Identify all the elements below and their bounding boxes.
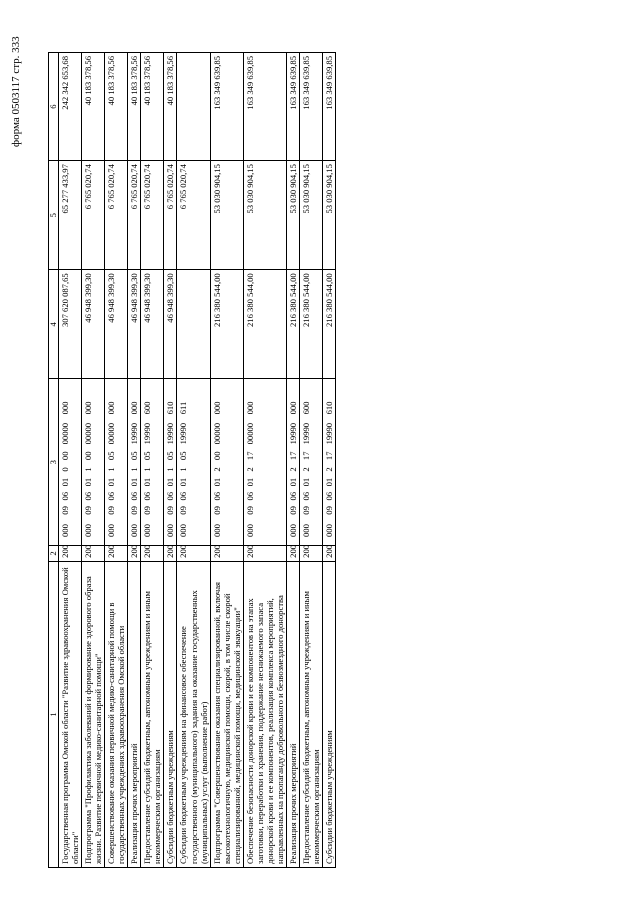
row-approved-amount [177, 270, 210, 379]
code-part: 000 [60, 524, 70, 538]
row-budget-code [164, 379, 177, 546]
row-unexecuted-amount: 40 183 378,56 [105, 53, 128, 161]
row-name: Субсидии бюджетным учреждениям [323, 561, 336, 867]
row-name: Государственная программа Омской области "Развитие здравоохранения Омской области" [59, 561, 82, 867]
row-budget-code [299, 379, 322, 546]
row-approved-amount: 216 380 544,00 [323, 270, 336, 379]
row-line-code: 200 [243, 546, 286, 562]
row-name: Совершенствование оказания первичной медико-санитарной помощи в государственных учреждениях здравоохранения Омской области [105, 561, 128, 867]
row-budget-code [128, 379, 141, 546]
code-part: 05 [129, 451, 140, 461]
row-unexecuted-amount: 40 183 378,56 [164, 53, 177, 161]
row-approved-amount: 46 948 399,30 [164, 270, 177, 379]
table-row [177, 53, 210, 868]
code-part: 19990 [324, 422, 335, 445]
header-col-3: 3 [49, 379, 59, 546]
row-name: Субсидии бюджетным учреждениям на финансовое обеспечение государственного (муниципального) задания на оказание государственных (муниципальных) услуг (выполнение работ) [177, 561, 210, 867]
code-part: 000 [211, 401, 222, 415]
code-part: 09 [300, 506, 311, 515]
row-budget-code [323, 379, 336, 546]
row-unexecuted-amount: 163 349 639,85 [243, 53, 286, 161]
budget-table [48, 52, 336, 868]
table-row [164, 53, 177, 868]
code-part: 01 [244, 477, 255, 487]
code-part: 01 [129, 477, 140, 487]
code-part: 000 [324, 524, 335, 538]
code-part: 01 [211, 477, 222, 487]
row-name: Подпрограмма "Совершенствование оказания специализированной, включая высокотехнологичную, медицинской помощи, скорой, в том числе скорой специализированной, медицинской помощи, медицинской эвакуации" [210, 561, 243, 867]
row-name: Предоставление субсидий бюджетным, автономным учреждениям и иным некоммерческим организациям [141, 561, 164, 867]
row-executed-amount: 53 030 904,15 [243, 161, 286, 270]
code-part: 19990 [300, 422, 311, 445]
code-part: 09 [178, 506, 189, 515]
code-part: 00 [83, 451, 94, 461]
table-row [59, 53, 82, 868]
code-part: 06 [165, 491, 176, 501]
code-part: 05 [142, 451, 153, 461]
row-unexecuted-amount: 163 349 639,85 [299, 53, 322, 161]
row-line-code: 200 [210, 546, 243, 562]
code-part: 19990 [178, 422, 189, 445]
table-row [210, 53, 243, 868]
code-part: 01 [142, 477, 153, 487]
code-part: 19990 [165, 422, 176, 445]
row-line-code: 200 [299, 546, 322, 562]
code-part: 17 [324, 451, 335, 461]
code-part: 09 [324, 506, 335, 515]
code-part: 00000 [83, 422, 94, 445]
row-name: Субсидии бюджетным учреждениям [164, 561, 177, 867]
row-budget-code [210, 379, 243, 546]
table-body [59, 53, 336, 868]
code-part: 17 [300, 451, 311, 461]
code-part: 000 [244, 401, 255, 415]
code-part: 06 [83, 491, 94, 501]
code-part: 05 [178, 451, 189, 461]
row-approved-amount: 307 620 087,65 [59, 270, 82, 379]
code-part: 1 [142, 467, 153, 472]
code-part: 000 [106, 401, 117, 415]
header-col-5: 5 [49, 161, 59, 270]
row-executed-amount: 6 765 020,74 [82, 161, 105, 270]
code-part: 000 [83, 401, 94, 415]
code-part: 1 [178, 467, 189, 472]
row-line-code: 200 [128, 546, 141, 562]
code-part: 06 [106, 491, 117, 501]
row-budget-code [243, 379, 286, 546]
row-executed-amount: 6 765 020,74 [128, 161, 141, 270]
row-unexecuted-amount: 40 183 378,56 [82, 53, 105, 161]
code-part: 06 [60, 491, 70, 501]
code-part: 000 [129, 401, 140, 415]
code-part: 09 [165, 506, 176, 515]
code-part: 06 [287, 491, 298, 501]
row-line-code: 200 [82, 546, 105, 562]
code-part: 06 [324, 491, 335, 501]
code-part: 09 [211, 506, 222, 515]
code-part: 17 [244, 451, 255, 461]
code-part: 610 [324, 401, 335, 415]
code-part: 01 [106, 477, 117, 487]
code-part: 000 [287, 524, 298, 538]
code-part: 600 [300, 401, 311, 415]
code-part: 000 [211, 524, 222, 538]
table-row [105, 53, 128, 868]
code-part: 600 [142, 401, 153, 415]
table-header [49, 53, 59, 868]
code-part: 2 [324, 467, 335, 472]
row-name: Обеспечение безопасности донорской крови и ее компонентов на этапах заготовки, переработки и хранения, поддержание неснижаемого запаса донорской крови и ее компонентов, реализация комплекса мероприятий, направленных на пропаганду добровольного и безвозмездного донорства [243, 561, 286, 867]
row-budget-code [82, 379, 105, 546]
row-budget-code [105, 379, 128, 546]
row-name: Реализация прочих мероприятий [286, 561, 299, 867]
row-line-code: 200 [164, 546, 177, 562]
table-row [141, 53, 164, 868]
form-label: форма 0503117 стр. 333 [10, 36, 22, 147]
code-part: 00000 [211, 422, 222, 445]
code-part: 2 [300, 467, 311, 472]
code-part: 09 [83, 506, 94, 515]
code-part: 00000 [244, 422, 255, 445]
row-executed-amount: 6 765 020,74 [177, 161, 210, 270]
code-part: 05 [106, 451, 117, 461]
header-row [49, 53, 59, 868]
table-row [323, 53, 336, 868]
code-part: 17 [287, 451, 298, 461]
code-part: 09 [106, 506, 117, 515]
code-part: 000 [60, 401, 70, 415]
code-part: 09 [287, 506, 298, 515]
row-budget-code [59, 379, 82, 546]
header-col-1: 1 [49, 561, 59, 867]
header-col-2: 2 [49, 546, 59, 562]
row-executed-amount: 53 030 904,15 [210, 161, 243, 270]
row-name: Предоставление субсидий бюджетным, автономным учреждениям и иным некоммерческим организациям [299, 561, 322, 867]
row-approved-amount: 46 948 399,30 [82, 270, 105, 379]
row-unexecuted-amount: 40 183 378,56 [141, 53, 164, 161]
code-part: 06 [178, 491, 189, 501]
code-part: 1 [106, 467, 117, 472]
code-part: 00 [60, 451, 70, 461]
code-part: 000 [83, 524, 94, 538]
code-part: 09 [142, 506, 153, 515]
code-part: 06 [300, 491, 311, 501]
row-line-code: 200 [59, 546, 82, 562]
code-part: 610 [165, 401, 176, 415]
code-part: 000 [300, 524, 311, 538]
row-budget-code [286, 379, 299, 546]
code-part: 19990 [129, 422, 140, 445]
code-part: 01 [324, 477, 335, 487]
code-part: 00000 [106, 422, 117, 445]
row-executed-amount: 65 277 433,97 [59, 161, 82, 270]
header-col-4: 4 [49, 270, 59, 379]
code-part: 000 [106, 524, 117, 538]
row-executed-amount: 6 765 020,74 [164, 161, 177, 270]
row-unexecuted-amount: 163 349 639,85 [286, 53, 299, 161]
code-part: 000 [178, 524, 189, 538]
code-part: 09 [60, 506, 70, 515]
code-part: 01 [287, 477, 298, 487]
code-part: 1 [129, 467, 140, 472]
code-part: 06 [142, 491, 153, 501]
row-line-code: 200 [323, 546, 336, 562]
row-approved-amount: 216 380 544,00 [286, 270, 299, 379]
row-unexecuted-amount: 163 349 639,85 [323, 53, 336, 161]
row-line-code: 200 [177, 546, 210, 562]
table-row [82, 53, 105, 868]
code-part: 0 [60, 467, 70, 472]
row-executed-amount: 6 765 020,74 [141, 161, 164, 270]
code-part: 611 [178, 401, 189, 415]
row-approved-amount: 216 380 544,00 [243, 270, 286, 379]
header-col-6: 6 [49, 53, 59, 161]
code-part: 09 [129, 506, 140, 515]
row-line-code: 200 [141, 546, 164, 562]
row-line-code: 200 [286, 546, 299, 562]
code-part: 000 [287, 401, 298, 415]
row-line-code: 200 [105, 546, 128, 562]
code-part: 00 [211, 451, 222, 461]
row-unexecuted-amount [177, 53, 210, 161]
code-part: 01 [83, 477, 94, 487]
code-part: 01 [300, 477, 311, 487]
row-budget-code [177, 379, 210, 546]
row-unexecuted-amount: 163 349 639,85 [210, 53, 243, 161]
row-name: Реализация прочих мероприятий [128, 561, 141, 867]
row-executed-amount: 53 030 904,15 [299, 161, 322, 270]
code-part: 000 [244, 524, 255, 538]
code-part: 06 [211, 491, 222, 501]
code-part: 00000 [60, 422, 70, 445]
code-part: 19990 [287, 422, 298, 445]
code-part: 000 [165, 524, 176, 538]
row-unexecuted-amount: 40 183 378,56 [128, 53, 141, 161]
table-row [299, 53, 322, 868]
row-budget-code [141, 379, 164, 546]
row-approved-amount: 46 948 399,30 [128, 270, 141, 379]
row-executed-amount: 53 030 904,15 [323, 161, 336, 270]
code-part: 000 [142, 524, 153, 538]
row-name: Подпрограмма "Профилактика заболеваний и формирование здорового образа жизни. Развитие первичной медико-санитарной помощи" [82, 561, 105, 867]
code-part: 19990 [142, 422, 153, 445]
code-part: 2 [244, 467, 255, 472]
row-approved-amount: 46 948 399,30 [141, 270, 164, 379]
code-part: 1 [165, 467, 176, 472]
row-unexecuted-amount: 242 342 653,68 [59, 53, 82, 161]
code-part: 05 [165, 451, 176, 461]
code-part: 01 [178, 477, 189, 487]
code-part: 01 [60, 477, 70, 487]
row-approved-amount: 46 948 399,30 [105, 270, 128, 379]
row-approved-amount: 216 380 544,00 [210, 270, 243, 379]
code-part: 06 [129, 491, 140, 501]
code-part: 2 [287, 467, 298, 472]
code-part: 06 [244, 491, 255, 501]
table-row [286, 53, 299, 868]
code-part: 2 [211, 467, 222, 472]
table-row [243, 53, 286, 868]
table-row [128, 53, 141, 868]
code-part: 000 [129, 524, 140, 538]
code-part: 09 [244, 506, 255, 515]
row-approved-amount: 216 380 544,00 [299, 270, 322, 379]
code-part: 01 [165, 477, 176, 487]
row-executed-amount: 53 030 904,15 [286, 161, 299, 270]
code-part: 1 [83, 467, 94, 472]
row-executed-amount: 6 765 020,74 [105, 161, 128, 270]
